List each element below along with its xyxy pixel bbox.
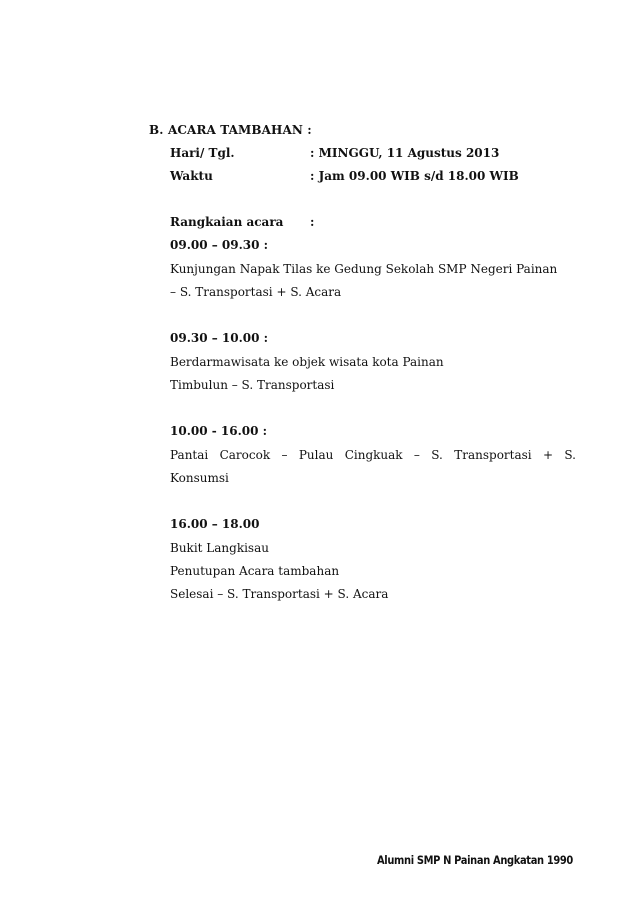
info-value-time: : Jam 09.00 WIB s/d 18.00 WIB [310,169,519,183]
section-title: ACARA TAMBAHAN : [168,123,312,137]
block-1-line-2: – S. Transportasi + S. Acara [170,285,342,299]
page-footer: Alumni SMP N Painan Angkatan 1990 [377,853,573,867]
block-2-time: 09.30 – 10.00 : [170,331,269,345]
block-3-line-1: Pantai Carocok – Pulau Cingkuak – S. Transportasi + S. [170,448,576,462]
block-4-line-3: Selesai – S. Transportasi + S. Acara [170,587,389,601]
block-4-time: 16.00 – 18.00 [170,517,260,531]
rangkaian-row [170,215,314,229]
block-3-time: 10.00 - 16.00 : [170,424,268,438]
block-2-line-2: Timbulun – S. Transportasi [170,378,335,392]
info-row-time [170,169,519,183]
block-4-line-2: Penutupan Acara tambahan [170,564,340,578]
block-4-line-1: Bukit Langkisau [170,541,269,555]
block-2-line-1: Berdarmawisata ke objek wisata kota Painan [170,355,444,369]
info-label-time: Waktu [170,169,213,183]
section-letter: B. [149,123,164,137]
section-heading [149,123,312,137]
info-value-date: : MINGGU, 11 Agustus 2013 [310,146,500,160]
block-1-time: 09.00 – 09.30 : [170,238,269,252]
block-1-line-1: Kunjungan Napak Tilas ke Gedung Sekolah SMP Negeri Painan [170,262,558,276]
rangkaian-colon: : [310,215,315,229]
info-row-date [170,146,499,160]
rangkaian-label: Rangkaian acara [170,215,284,229]
block-3-line-2: Konsumsi [170,471,229,485]
info-label-date: Hari/ Tgl. [170,146,235,160]
